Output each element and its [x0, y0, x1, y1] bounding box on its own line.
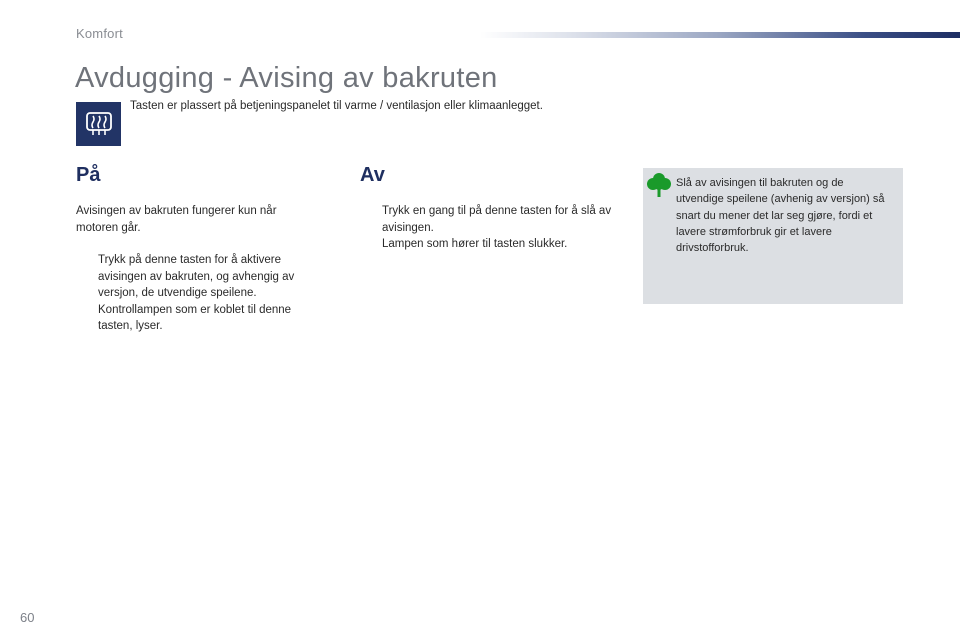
- header-accent-bar: [480, 32, 960, 38]
- on-bullet-text: Trykk på denne tasten for å aktivere avisingen av bakruten, og avhengig av versjon, de utvendige speilene. Kontrollampen som er koblet til denne tasten, lyser.: [98, 254, 295, 332]
- bullet-icon: [76, 252, 98, 335]
- off-section: [360, 164, 620, 253]
- on-section: [76, 164, 316, 335]
- bullet-icon: [360, 203, 382, 253]
- off-heading: Av: [360, 164, 385, 186]
- off-bullet-text-2: Lampen som hører til tasten slukker.: [382, 238, 568, 250]
- eco-tree-icon: [647, 172, 671, 203]
- off-bullet: [360, 203, 620, 253]
- on-bullet: [76, 252, 316, 335]
- page-number: 60: [20, 610, 35, 625]
- eco-note-text: Slå av avisingen til bakruten og de utvendige speilene (avhenig av versjon) så snart du mener det lar seg gjøre, fordi et lavere strømforbruk gir et lavere drivstofforbruk.: [676, 177, 885, 255]
- intro-text: Tasten er plassert på betjeningspanelet til varme / ventilasjon eller klimaanlegget.: [130, 100, 543, 112]
- rear-defrost-icon: [76, 102, 121, 146]
- off-bullet-text: Trykk en gang til på denne tasten for å slå av avisingen.: [382, 205, 612, 234]
- section-label: Komfort: [76, 26, 123, 41]
- page-title: Avdugging - Avising av bakruten: [75, 62, 498, 94]
- on-heading: På: [76, 164, 101, 186]
- on-paragraph: Avisingen av bakruten fungerer kun når motoren går.: [76, 205, 277, 234]
- eco-note-box: [643, 168, 903, 304]
